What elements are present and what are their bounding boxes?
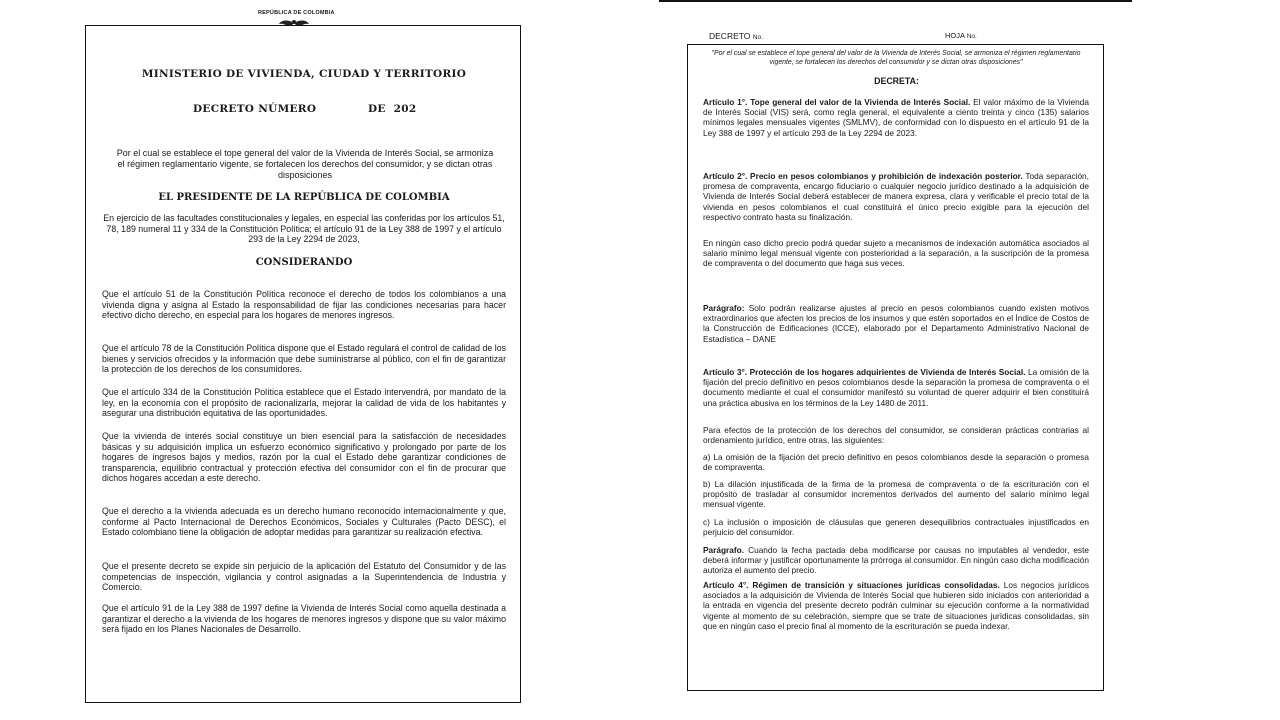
decree-page-2 <box>687 44 1104 691</box>
article-3-item-b: b) La dilación injustificada de la firma de la promesa de compraventa o de la escrituración con el propósito de trasladar al consumidor incrementos derivados del aumento del salario mínimo legal mensual vigente. <box>703 479 1089 510</box>
article-3-paragraph: Para efectos de la protección de los derechos del consumidor, se consideran prácticas contrarias al ordenamiento jurídico, entre otras, las siguientes: <box>703 425 1089 446</box>
decree-page-1 <box>85 25 521 703</box>
legal-powers: En ejercicio de las facultades constitucionales y legales, en especial las conferidas por los artículos 51, 78, 189 numeral 11 y 334 de la Constitución Política; el artículo 91 de la Ley 388 de 1997 y el artículo 293 de la Ley 2294 de 2023, <box>103 213 505 245</box>
page-top-border <box>659 0 1132 2</box>
decree-year: DE 202 <box>368 103 417 115</box>
article-3-title: Artículo 3°. Protección de los hogares adquirientes de Vivienda de Interés Social. <box>703 367 1026 377</box>
considering-paragraph: Que el artículo 51 de la Constitución Política reconoce el derecho de todos los colombianos a una vivienda digna y asigna al Estado la responsabilidad de fijar las condiciones necesarias para hacer efectivo dicho derecho, en especial para los hogares de menores ingresos. <box>102 289 506 321</box>
article-3: Artículo 3°. Protección de los hogares adquirientes de Vivienda de Interés Social. La omisión de la fijación del precio definitivo en pesos colombianos desde la separación la promesa de compraventa o el documento mediante el cual el consumidor manifestó su voluntad de querer adquirir el bien constituirá una práctica abusiva en los términos de la Ley 1480 de 2011. <box>703 367 1089 408</box>
article-1: Artículo 1°. Tope general del valor de la Vivienda de Interés Social. El valor máximo de la Vivienda de Interés Social (VIS) será, como regla general, el equivalente a ciento treinta y cinco (135) salarios mínimos legales mensuales vigentes (SMLMV), de conformidad con lo dispuesto en el artículo 91 de la Ley 388 de 1997 y el artículo 293 de la Ley 2294 de 2023. <box>703 97 1089 138</box>
article-1-title: Artículo 1°. Tope general del valor de la Vivienda de Interés Social. <box>703 97 971 107</box>
article-4: Artículo 4°. Régimen de transición y situaciones jurídicas consolidadas. Los negocios jurídicos asociados a la adquisición de Vivienda de Interés Social que hubieren sido iniciados con anterioridad a la entrada en vigencia del presente decreto podrán culminar su ejecución conforme a la normatividad vigente al momento de su celebración, siempre que se trate de situaciones jurídicas consolidadas, sin que en ningún caso el precio final al momento de la escrituración se pueda indexar. <box>703 580 1089 631</box>
decree-subtitle: "Por el cual se establece el tope general del valor de la Vivienda de Interés Social, se armoniza el régimen reglamentario vigente, se fortalecen los derechos del consumidor y se dictan otras disposiciones" <box>711 50 1081 66</box>
considering-paragraph: Que el artículo 91 de la Ley 388 de 1997 define la Vivienda de Interés Social como aquella destinada a garantizar el derecho a la vivienda de los hogares de menores ingresos y dispone que su valor máximo será fijado en los Planes Nacionales de Desarrollo. <box>102 603 506 635</box>
considering-paragraph: Que la vivienda de interés social constituye un bien esencial para la satisfacción de necesidades básicas y su adquisición implica un esfuerzo económico significativo y prolongado por parte de los hogares de ingresos bajos y medios, razón por la cual el Estado debe garantizar condiciones de transparencia, equilibrio contractual y protección efectiva del consumidor con el fin de procurar que dichos hogares accedan a este derecho. <box>102 431 506 484</box>
paragraph-1-title: Parágrafo: <box>703 303 745 313</box>
decree-number-label: DECRETO NÚMERO <box>193 103 317 115</box>
considering-heading: CONSIDERANDO <box>255 257 353 268</box>
decree-summary: Por el cual se establece el tope general del valor de la Vivienda de Interés Social, se armoniza el régimen reglamentario vigente, se fortalecen los derechos del consumidor, y se dictan otras disposiciones <box>116 148 494 180</box>
considering-paragraph: Que el artículo 78 de la Constitución Política dispone que el Estado regulará el control de calidad de los bienes y servicios ofrecidos y la información que debe suministrarse al público, con el fin de garantizar la protección de los derechos de los consumidores. <box>102 343 506 375</box>
considering-paragraph: Que el presente decreto se expide sin perjuicio de la aplicación del Estatuto del Consumidor y de las competencias de inspección, vigilancia y control asignadas a la Superintendencia de Industria y Comercio. <box>102 561 506 593</box>
article-2-title: Artículo 2°. Precio en pesos colombianos y prohibición de indexación posterior. <box>703 171 1023 181</box>
republic-label: REPÚBLICA DE COLOMBIA <box>258 10 335 16</box>
paragraph-1: Parágrafo: Solo podrán realizarse ajustes al precio en pesos colombianos cuando existen motivos extraordinarios que afecten los precios de los insumos y que estén soportados en el Índice de Costos de la Construcción de Edificaciones (ICCE), elaborado por el Departamento Administrativo Nacional de Estadística – DANE <box>703 303 1089 344</box>
article-3-item-a: a) La omisión de la fijación del precio definitivo en pesos colombianos desde la separación o promesa de compraventa. <box>703 452 1089 473</box>
considering-paragraph: Que el derecho a la vivienda adecuada es un derecho humano reconocido internacionalmente y que, conforme al Pacto Internacional de Derechos Económicos, Sociales y Culturales (Pacto DESC), el Estado colombiano tiene la obligación de adoptar medidas para garantizar su realización efectiva. <box>102 506 506 538</box>
decreta-heading: DECRETA: <box>874 76 919 86</box>
decree-no-label: DECRETO No. <box>709 31 763 41</box>
article-4-title: Artículo 4°. Régimen de transición y situaciones jurídicas consolidadas. <box>703 580 1000 590</box>
paragraph-2-title: Parágrafo. <box>703 545 745 555</box>
sheet-no-label: HOJA No. <box>945 31 977 40</box>
paragraph-2: Parágrafo. Cuando la fecha pactada deba modificarse por causas no imputables al vendedor, este deberá informar y justificar oportunamente la prórroga al consumidor. En ningún caso dicha modificación autoriza el aumento del precio. <box>703 545 1089 576</box>
article-2: Artículo 2°. Precio en pesos colombianos y prohibición de indexación posterior. Toda separación, promesa de compraventa, encargo fiduciario o cualquier negocio jurídico destinado a la adquisición de Vivienda de Interés Social deberá establecer de manera expresa, clara y verificable el precio total de la vivienda en pesos colombianos el cual constituirá el único precio exigible para la ejecución del respectivo contrato hasta su finalización. <box>703 171 1089 222</box>
ministry-title: MINISTERIO DE VIVIENDA, CIUDAD Y TERRITORIO <box>141 68 467 80</box>
considering-paragraph: Que el artículo 334 de la Constitución Política establece que el Estado intervendrá, por mandato de la ley, en la economía con el propósito de racionalizarla, mejorar la calidad de vida de los habitantes y asegurar una distribución equitativa de las oportunidades. <box>102 387 506 419</box>
article-2-paragraph: En ningún caso dicho precio podrá quedar sujeto a mecanismos de indexación automática asociados al salario mínimo legal mensual vigente con posterioridad a la separación, a la suscripción de la promesa de compraventa o del documento que haga sus veces. <box>703 238 1089 269</box>
president-heading: EL PRESIDENTE DE LA REPÚBLICA DE COLOMBIA <box>158 192 450 203</box>
article-3-item-c: c) La inclusión o imposición de cláusulas que generen desequilibrios contractuales injustificados en perjuicio del consumidor. <box>703 517 1089 538</box>
